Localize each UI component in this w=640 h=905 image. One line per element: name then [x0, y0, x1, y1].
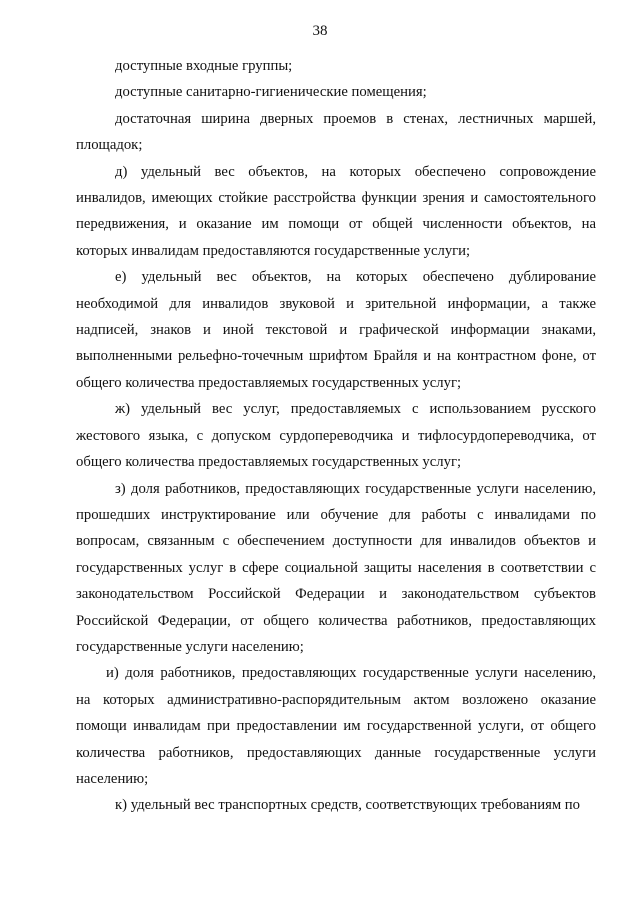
paragraph-item-z: з) доля работников, предоставляющих государственные услуги населению, прошедших инструктирование или обучение для работы с инвалидами по вопросам, связанным с обеспечением доступности для инвалидов объектов и государственных услуг в сфере социальной защиты населения в соответствии с законодательством Российской Федерации и законодательством субъектов Российской Федерации, от общего количества работников, предоставляющих государственные услуги населению; — [76, 480, 596, 655]
paragraph-door-width: достаточная ширина дверных проемов в стенах, лестничных маршей, площадок; — [76, 110, 596, 154]
paragraph-item-e: е) удельный вес объектов, на которых обеспечено дублирование необходимой для инвалидов звуковой и зрительной информации, а также надписей, знаков и иной текстовой и графической информации знаками, выполненными рельефно-точечным шрифтом Брайля и на контрастном фоне, от общего количества предоставляемых государственных услуг; — [76, 269, 596, 391]
page-number: 38 — [312, 23, 328, 39]
paragraph-item-i: и) доля работников, предоставляющих государственные услуги населению, на которых административно-распорядительным актом возложено оказание помощи инвалидам при предоставлении им государственной услуги, от общего количества работников, предоставляющих данные государственные услуги населению; — [76, 665, 596, 787]
paragraph-item-d: д) удельный вес объектов, на которых обеспечено сопровождение инвалидов, имеющих стойкие расстройства функции зрения и самостоятельного передвижения, и оказание им помощи от общей численности объектов, на которых инвалидам предоставляются государственные услуги; — [76, 163, 596, 259]
paragraph-item-zh: ж) удельный вес услуг, предоставляемых с использованием русского жестового языка, с допуском сурдопереводчика и тифлосурдопереводчика, от общего количества предоставляемых государственных услуг; — [76, 401, 596, 471]
document-body — [76, 53, 596, 819]
paragraph-item-k: к) удельный вес транспортных средств, соответствующих требованиям по — [115, 797, 581, 814]
paragraph-entrance-groups: доступные входные группы; — [115, 58, 293, 74]
paragraph-sanitary-rooms: доступные санитарно-гигиенические помещения; — [115, 84, 427, 101]
